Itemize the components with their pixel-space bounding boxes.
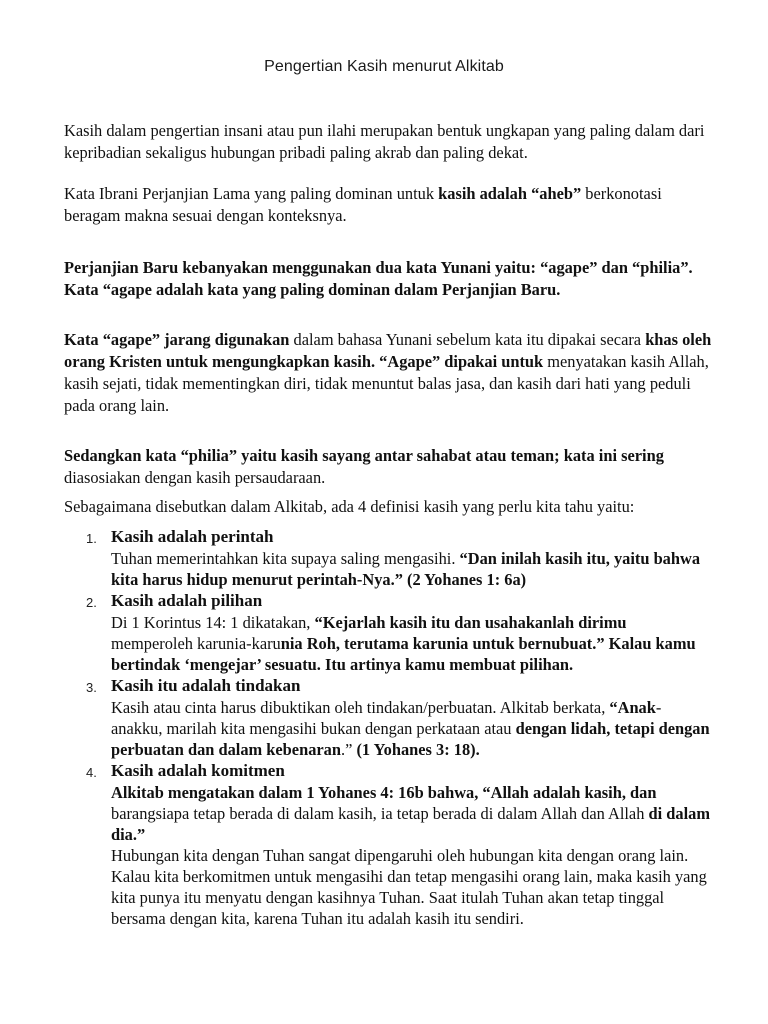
list-body-bold-a: Alkitab mengatakan dalam 1 Yohanes 4: 16b bahwa, “Allah adalah kasih, dan: [111, 783, 657, 802]
list-body-bold: nia Roh, terutama karunia untuk bernubuat.” Kalau kamu bertindak ‘mengejar’ sesuatu. Itu artinya kamu membuat pilihan.: [111, 634, 696, 674]
list-body-text-b: Hubungan kita dengan Tuhan sangat dipengaruhi oleh hubungan kita dengan orang lain. Kalau kita berkomitmen untuk mengasihi dan tetap mengasihi orang lain, maka kasih yang kita punya itu menyatu dengan kasihnya Tuhan. Saat itulah Tuhan akan tetap tinggal bersama dengan kita, karena Tuhan itu adalah kasih itu sendiri.: [111, 846, 707, 928]
page-title: Pengertian Kasih menurut Alkitab: [264, 58, 504, 75]
paragraph-5: [64, 445, 714, 489]
list-heading: Kasih adalah komitmen: [111, 761, 285, 780]
list-body-text-b: -anakku, marilah kita mengasihi bukan dengan perkataan atau: [111, 698, 662, 738]
paragraph-4-text-b: menyatakan kasih Allah, kasih sejati, tidak mementingkan diri, tidak menuntut balas jasa, dan kasih dari hati yang peduli pada orang lain.: [64, 352, 709, 415]
list-number: 2.: [86, 595, 97, 610]
paragraph-3: [64, 257, 714, 301]
list-number: 3.: [86, 680, 97, 695]
list-heading: Kasih adalah perintah: [111, 527, 274, 546]
paragraph-3-text: Perjanjian Baru kebanyakan menggunakan dua kata Yunani yaitu: “agape” dan “philia”. Kata “agape adalah kata yang paling dominan dalam Perjanjian Baru.: [64, 258, 693, 299]
list-body: [111, 782, 711, 929]
list-body: [111, 612, 711, 675]
list-body-bold-b: di dalam dia.”: [111, 804, 710, 844]
list-body-bold-a: “Anak: [609, 698, 656, 717]
paragraph-4: [64, 329, 714, 417]
paragraph-2-bold: kasih adalah “aheb”: [438, 184, 582, 203]
list-body-quote: “Kejarlah kasih itu dan usahakanlah dirimu: [314, 613, 627, 632]
list-body-text-a: barangsiapa tetap berada di dalam kasih, ia tetap berada di dalam Allah dan Allah: [111, 804, 649, 823]
list-heading: Kasih adalah pilihan: [111, 591, 263, 610]
list-body-text-a: Kasih atau cinta harus dibuktikan oleh tindakan/perbuatan. Alkitab berkata,: [111, 698, 610, 717]
list-heading: Kasih itu adalah tindakan: [111, 676, 301, 695]
list-body-bold-b: dengan lidah, tetapi dengan perbuatan dan dalam kebenaran: [111, 719, 710, 759]
list-body-text-a: Di 1 Korintus 14: 1 dikatakan,: [111, 613, 315, 632]
paragraph-4-bold-b: khas oleh orang Kristen untuk mengungkapkan kasih. “Agape” dipakai untuk: [64, 330, 712, 371]
paragraph-5-bold: Sedangkan kata “philia” yaitu kasih sayang antar sahabat atau teman; kata ini sering: [64, 446, 664, 465]
list-body-text-c: .”: [340, 740, 357, 759]
list-number: 4.: [86, 765, 97, 780]
list-body: [111, 548, 711, 590]
list-body-text-b: memperoleh karunia-karu: [111, 634, 281, 653]
paragraph-2-text-b: berkonotasi beragam makna sesuai dengan konteksnya.: [64, 184, 662, 225]
paragraph-2-text-a: Kata Ibrani Perjanjian Lama yang paling dominan untuk: [64, 184, 439, 203]
list-body-text: Tuhan memerintahkan kita supaya saling mengasihi.: [111, 549, 460, 568]
paragraph-4-text-a: dalam bahasa Yunani sebelum kata itu dipakai secara: [289, 330, 646, 349]
paragraph-6: [64, 496, 714, 518]
paragraph-5-text: diasosiakan dengan kasih persaudaraan.: [64, 468, 326, 487]
paragraph-2: [64, 183, 714, 227]
paragraph-1-text: Kasih dalam pengertian insani atau pun ilahi merupakan bentuk ungkapan yang paling dalam dari kepribadian sekaligus hubungan pribadi paling akrab dan paling dekat.: [64, 121, 705, 162]
paragraph-1: [64, 120, 714, 164]
list-body-reference: (1 Yohanes 3: 18).: [356, 740, 480, 759]
paragraph-6-text: Sebagaimana disebutkan dalam Alkitab, ada 4 definisi kasih yang perlu kita tahu yaitu:: [64, 497, 635, 516]
list-body: [111, 697, 711, 760]
list-number: 1.: [86, 531, 97, 546]
paragraph-4-bold-a: Kata “agape” jarang digunakan: [64, 330, 290, 349]
list-body-quote: “Dan inilah kasih itu, yaitu bahwa kita harus hidup menurut perintah-Nya.” (2 Yohanes 1: 6a): [111, 549, 701, 589]
